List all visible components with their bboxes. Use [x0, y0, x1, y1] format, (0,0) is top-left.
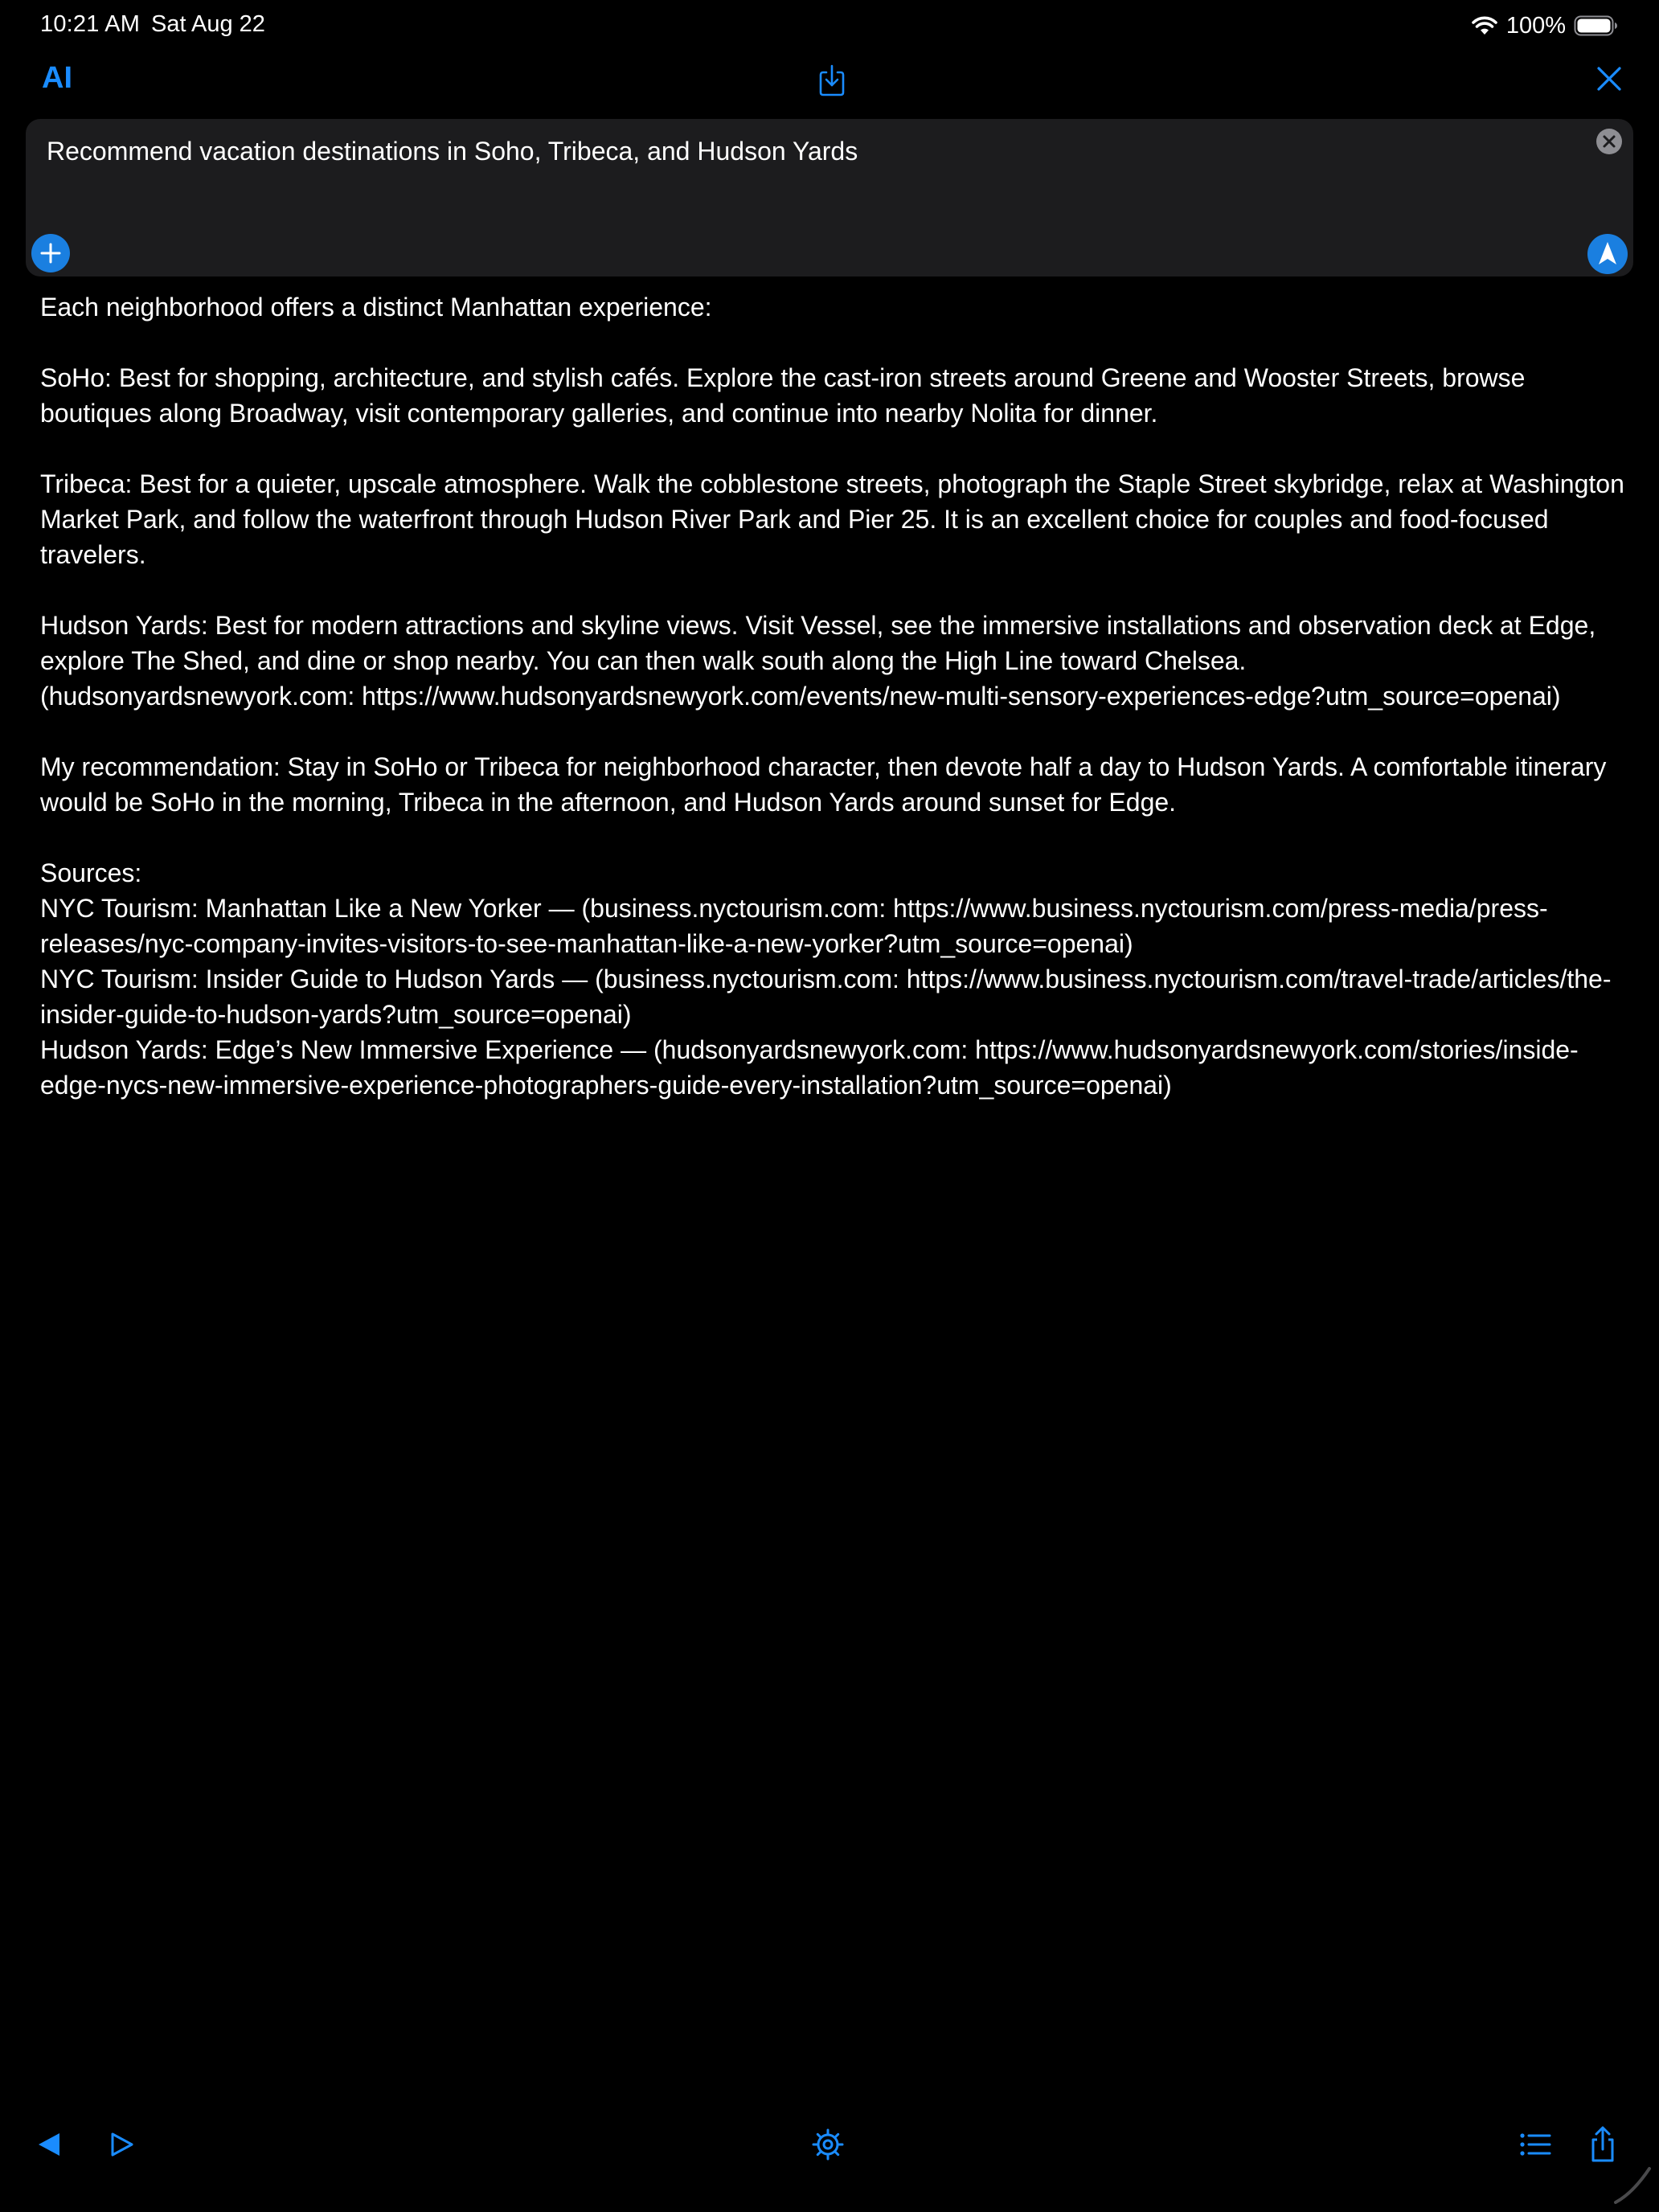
response-hudson-yards [40, 608, 1632, 714]
status-indicators [1471, 10, 1619, 42]
close-icon[interactable] [1595, 64, 1624, 93]
gear-icon[interactable] [809, 2125, 847, 2164]
share-icon[interactable] [1583, 2125, 1622, 2164]
forward-icon[interactable] [101, 2125, 140, 2164]
status-date: Sat Aug 22 [151, 11, 265, 37]
response-hudson-yards-citation: (hudsonyardsnewyork.com: https://www.hudsonyardsnewyork.com/events/new-multi-sensory-experiences-edge?utm_source=openai) [40, 682, 1561, 711]
back-icon[interactable] [32, 2125, 71, 2164]
app-title: AI [42, 61, 72, 95]
source-item: NYC Tourism: Insider Guide to Hudson Yards — (business.nyctourism.com: https://www.business.nyctourism.com/travel-trade/articles/the-insider-guide-to-hudson-yards?utm_source=openai) [40, 965, 1612, 1029]
bottom-toolbar [0, 2119, 1659, 2170]
plus-icon[interactable] [31, 233, 71, 273]
prompt-box[interactable] [26, 119, 1633, 276]
source-item: NYC Tourism: Manhattan Like a New Yorker — (business.nyctourism.com: https://www.business.nyctourism.com/press-media/press-releases/nyc-company-invites-visitors-to-see-manhattan-like-a-new-yorker?utm_source=openai) [40, 894, 1548, 958]
response-recommendation: My recommendation: Stay in SoHo or Tribeca for neighborhood character, then devote half a day to Hudson Yards. A comfortable itinerary would be SoHo in the morning, Tribeca in the afternoon, and Hudson Yards around sunset for Edge. [40, 752, 1607, 817]
prompt-input[interactable]: Recommend vacation destinations in Soho, Tribeca, and Hudson Yards [47, 137, 858, 166]
resize-grip-icon [1611, 2164, 1653, 2206]
source-item: Hudson Yards: Edge’s New Immersive Experience — (hudsonyardsnewyork.com: https://www.hudsonyardsnewyork.com/stories/inside-edge-nycs-new-immersive-experience-photographers-guide-every-installation?utm_source=openai) [40, 1035, 1579, 1100]
download-icon[interactable] [816, 63, 848, 98]
response-tribeca: Tribeca: Best for a quieter, upscale atmosphere. Walk the cobblestone streets, photograph the Staple Street skybridge, relax at Washington Market Park, and follow the waterfront through Hudson River Park and Pier 25. It is an excellent choice for couples and food-focused travelers. [40, 469, 1624, 569]
battery-icon [1574, 15, 1619, 36]
response-soho: SoHo: Best for shopping, architecture, and stylish cafés. Explore the cast-iron streets around Greene and Wooster Streets, browse boutiques along Broadway, visit contemporary galleries, and continue into nearby Nolita for dinner. [40, 363, 1526, 428]
status-bar [0, 0, 1659, 51]
status-time: 10:21 AM [40, 11, 141, 37]
response-content [40, 289, 1632, 1103]
response-hudson-yards-text: Hudson Yards: Best for modern attractions and skyline views. Visit Vessel, see the immersive installations and observation deck at Edge, explore The Shed, and dine or shop nearby. You can then walk south along the High Line toward Chelsea. [40, 611, 1596, 675]
battery-percentage: 100% [1505, 12, 1566, 39]
clear-icon[interactable] [1595, 127, 1624, 156]
wifi-icon [1471, 15, 1498, 36]
send-icon[interactable] [1587, 233, 1628, 275]
list-icon[interactable] [1516, 2125, 1555, 2164]
nav-bar [0, 51, 1659, 113]
sources-title: Sources: [40, 858, 142, 887]
response-intro: Each neighborhood offers a distinct Manhattan experience: [40, 293, 712, 322]
